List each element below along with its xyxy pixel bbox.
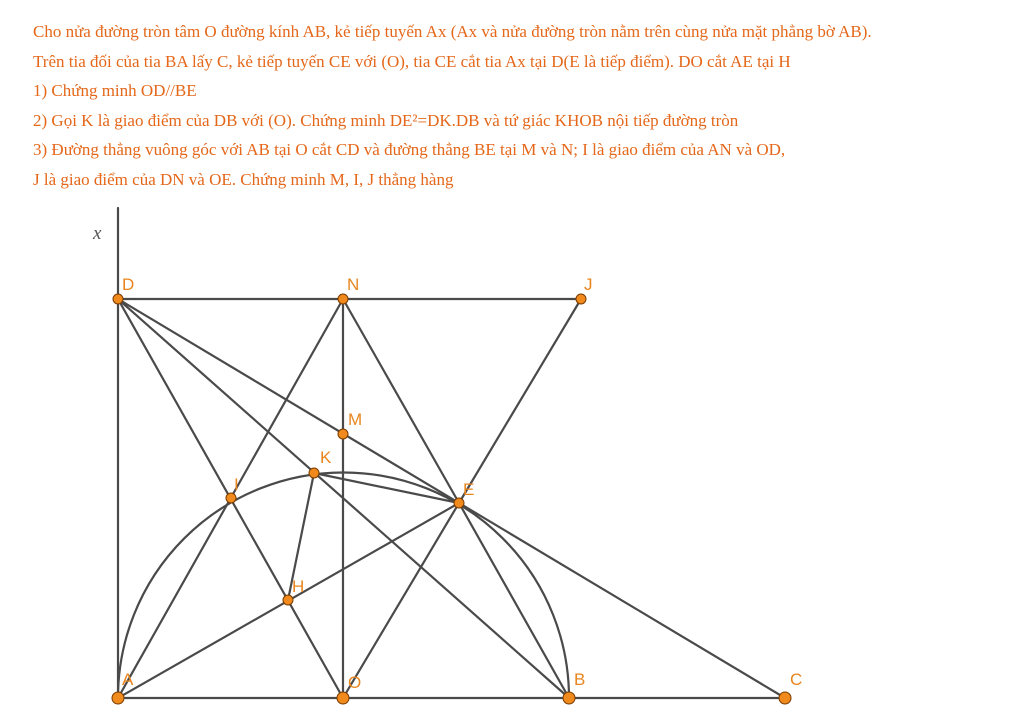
- label-k: K: [320, 448, 332, 467]
- point-i: [226, 493, 236, 503]
- point-b: [563, 692, 575, 704]
- segment-je: [459, 299, 581, 503]
- problem-line-5: 3) Đường thẳng vuông góc với AB tại O cắt CD và đường thẳng BE tại M và N; I là giao điểm của AN và OD,: [33, 140, 786, 160]
- point-j: [576, 294, 586, 304]
- point-n: [338, 294, 348, 304]
- problem-line-4: 2) Gọi K là giao điểm của DB với (O). Chứng minh DE²=DK.DB và tứ giác KHOB nội tiếp đường tròn: [33, 110, 739, 130]
- label-h: H: [292, 577, 305, 596]
- figure-lines: [118, 208, 785, 698]
- point-d: [113, 294, 123, 304]
- label-n: N: [347, 275, 360, 294]
- point-e: [454, 498, 464, 508]
- problem-line-1: Cho nửa đường tròn tâm O đường kính AB, kẻ tiếp tuyến Ax (Ax và nửa đường tròn nằm trên cùng nửa mặt phẳng bờ AB).: [33, 22, 872, 41]
- point-m: [338, 429, 348, 439]
- point-c: [779, 692, 791, 704]
- label-i: I: [234, 475, 239, 494]
- label-d: D: [122, 275, 135, 294]
- point-o: [337, 692, 349, 704]
- figure-labels: [122, 275, 802, 692]
- segment-eo: [343, 503, 459, 698]
- label-a: A: [122, 670, 134, 689]
- segment-dc: [118, 299, 785, 698]
- label-o: O: [348, 673, 362, 692]
- label-b: B: [574, 670, 586, 689]
- problem-line-6: J là giao điểm của DN và OE. Chứng minh M, I, J thẳng hàng: [33, 169, 454, 189]
- problem-line-3: 1) Chứng minh OD//BE: [33, 81, 197, 101]
- problem-line-2: Trên tia đối của tia BA lấy C, kẻ tiếp tuyến CE với (O), tia CE cắt tia Ax tại D(E là tiếp điểm). DO cắt AE tại H: [33, 51, 791, 71]
- segment-eb: [459, 503, 569, 698]
- point-a: [112, 692, 124, 704]
- axis-label-x: x: [93, 223, 102, 244]
- point-k: [309, 468, 319, 478]
- label-m: M: [348, 410, 363, 429]
- label-j: J: [584, 275, 593, 294]
- label-c: C: [790, 670, 803, 689]
- point-h: [283, 595, 293, 605]
- label-e: E: [463, 480, 475, 499]
